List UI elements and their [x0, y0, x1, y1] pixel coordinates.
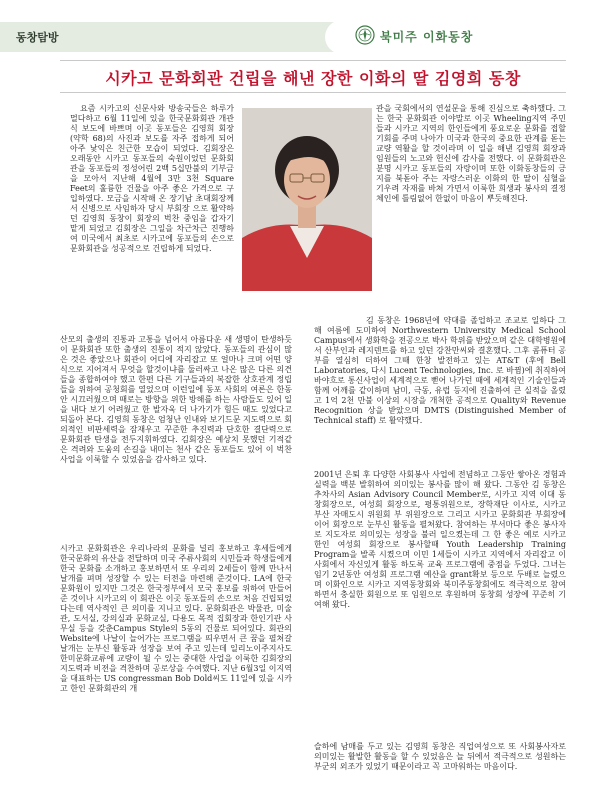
portrait-photo — [242, 108, 372, 291]
article-title: 시카고 문화회관 건립을 해낸 장한 이화의 딸 김영희 동창 — [105, 69, 521, 88]
title-rule-top — [60, 60, 566, 61]
body-paragraph: 관을 국회에서의 연설문을 통해 진심으로 축하했다. 그는 한국 문화회관 이야말로 이곳 Wheeling지역 주민들과 시카고 지역의 한인들에게 풍요로운 문화를 접할 기회를 주며 나아가 미국과 한국의 중요한 관계를 돋는 교량 역활을 할 것이라며 이 일을 해낸 김영희 회장과 임원들의 노고와 헌신에 감사를 전했다. 이 문화회관은 분명 시카고 동포들의 자랑이며 또한 이화동창들의 긍지를 북돋아 주는 자랑스러운 이화의 한 딸이 심혈을 기우려 자재를 바쳐 가면서 이룩한 희생과 봉사의 결정체인에 틀림없어 한없이 마음이 뿌듯해진다. — [376, 104, 566, 203]
ewha-emblem-icon — [355, 25, 375, 45]
publication-name: 북미주 이화동창 — [380, 30, 474, 44]
section-label: 동창탐방 — [16, 31, 59, 44]
body-paragraph: 요즘 시카고의 신문사와 방송국들은 하루가 멀다하고 6월 11일에 있을 한국문화회관 개관식 보도에 바쁘며 이곳 동포들은 김영희 회장 (약학 68)의 사진과 보도를 자주 접하게 되어 아주 낯익은 친근한 모습이 되었다. 김회장은 오래동안 시카고 동포들의 숙원이었던 문화회관을 동포들의 정성어린 2백 5십만불의 기부금을 모아서 지난해 4월에 3만 3천 Square Feet의 훌륭한 건물을 아주 좋은 가격으로 구입하였다. 모금을 시작해 온 장기남 초대회장께서 신병으로 사임하자 당시 부회장 으로 활약하던 김영희 동창이 회장의 벅찬 중임을 갑자기 맡게 되었고 김회장은 그일을 차근차근 진행하여 미국에서 최초로 시카고에 동포들의 손으로 문화회관을 성공적으로 건립하게 되었다. — [70, 104, 234, 253]
title-rule-bottom — [60, 92, 566, 93]
body-paragraph: 슬하에 남매를 두고 있는 김영희 동창은 직업여성으로 또 사회봉사자로 의미있는 활발한 활동을 할 수 있었음은 늘 뒤에서 적극적으로 성원하는 부군의 외조가 있었기 때문이라고 꼭 고마워하는 마음이다. — [314, 742, 566, 771]
body-paragraph: 시카고 문화회관은 우리나라의 문화를 널리 홍보하고 후세들에게 한국문화의 유산을 전달하며 미국 주류사회의 시민들과 학생들에게 한국 문화를 소개하고 홍보하면서 또 우리의 2세들이 함께 만나서 날개를 펴며 성장할 수 있는 터전을 마련해 준것이다. LA에 한국 문화원이 있지만 그것은 한국정부에서 모국 홍보를 위하여 만들어 준 것이나 시카고의 이 회관은 이곳 동포들의 손으로 처음 건립되었다는데 역사적인 큰 의미를 지니고 있다. 문화회관은 박물관, 미술관, 도서실, 강의실과 문화교실, 다용도 목적 집회장과 한인기관 사무실 등을 갖춘Campus Style의 5동의 건물로 되어있다. 회관의 Website에 나날이 늘어가는 프로그램을 띄우면서 큰 꿈을 펼쳐갈 날개는 눈부신 활동과 성장을 보여 주고 있는데 일리노이주지사도 한미문화교류에 교량이 될 수 있는 중대한 사업을 이룩한 김회장의 지도력과 비젼을 격찬하며 공로상을 수여했다. 지난 6월3일 이지역을 대표하는 US congressman Bob Dold씨도 11일에 있을 시카고 한인 문화회관의 개 — [60, 544, 292, 693]
body-paragraph: 김 동창은 1968년에 약대를 졸업하고 조교로 일하다 그해 여름에 도미하여 Northwestern University Medical School Campus에서 생화학을 전공으로 박사 학위를 받았으며 같은 대학병원에서 산부인과 레지덴트를 하고 있던 강찬만씨와 결혼했다. 그후 콤퓨터 공부를 열심히 더하여 그때 한창 발전하고 있는 AT&T (후에 Bell Laboratories, 다시 Lucent Technologies, Inc. 로 바뀜)에 취직하여 바야흐로 통신사업이 세계적으로 뻗어 나가던 때에 세계적인 기술인들과 함께 어깨를 같이하며 남미, 극동, 유럽 등지에 진출하여 큰 실적을 올렸고 1억 2천 만불 이상의 시장을 개척한 공적으로 Quality와 Revenue Recognition 상을 받았으며 DMTS (Distinguished Member of Technical staff) 로 활약했다. — [314, 316, 566, 425]
body-paragraph: 2001년 은퇴 후 다양한 사회봉사 사업에 전념하고 그동안 쌓아온 경험과 실력을 백분 발휘하여 의미있는 봉사를 많이 해 왔다. 그동안 김 동창은 추차사의 Asian Advisory Council Member로, 시카고 지역 이대 동창회장으로, 여성회 회장으로, 평통위원으로, 장학재단 이사로, 시카고 부산 자매도시 위원회 부 위원장으로 그리고 시카고 문화회관 부회장에 이어 회장으로 눈부신 활동을 펼쳐왔다. 참여하는 부서마다 좋은 봉사자로 지도자로 의미있는 성장을 불러 일으켰는데 그 한 좋은 예로 시카고 한인 여성회 회장으로 봉사할때 Youth Leadership Training Program을 발족 시켰으며 이민 1세들이 시카고 지역에서 자리잡고 이 사회에서 자신있게 활동 하도록 교육 프로그램에 중점을 두었다. 그녀는 임기 2년동안 여성회 프로그램 예산을 grant확보 등으로 두배로 늘렸으며 이화인으로 시카고 지역동창회와 북미주동창회에도 적극적으로 참여하면서 충실한 회원으로 또 임원으로 후원하며 동창회 성장에 꾸준히 기여해 왔다. — [314, 470, 566, 609]
body-paragraph: 산모의 출생의 진통과 고통을 넘어서 아름다운 새 생명이 탄생하듯이 문화회관 또한 출생의 진통이 적지 않았다. 동포들의 관심이 많은 것은 좋았으나 회관이 어디에 자리잡고 또 얼마나 크며 어떤 양식으로 지어져서 무엇을 할것이냐를 둘러싸고 나온 많은 다른 의견들을 종합하여야 했고 한편 다른 기구들과의 복잡한 상호관계 정립들을 위하여 공청회를 열었으며 이런일에 동포 사회의 여론은 한동안 시끄러웠으며 때로는 방향을 위한 방해를 하는 사람들도 있어 일을 내다 보기 어려웠고 한 발자욱 더 나가기가 힘든 때도 있었다고 되돌아 본다. 김영희 동창은 엄청난 인내와 보기드문 지도력으로 회의적인 비판세력을 잠재우고 꾸준한 추진력과 단호한 결단력으로 문화회관 탄생을 전두지휘하였다. 김회장은 예상치 못했던 기적같은 격려와 도움의 손길을 내미는 천사 같은 동포들도 있어 이 벅찬 사업을 이룩할 수 있었음을 감사하고 있다. — [60, 335, 292, 464]
